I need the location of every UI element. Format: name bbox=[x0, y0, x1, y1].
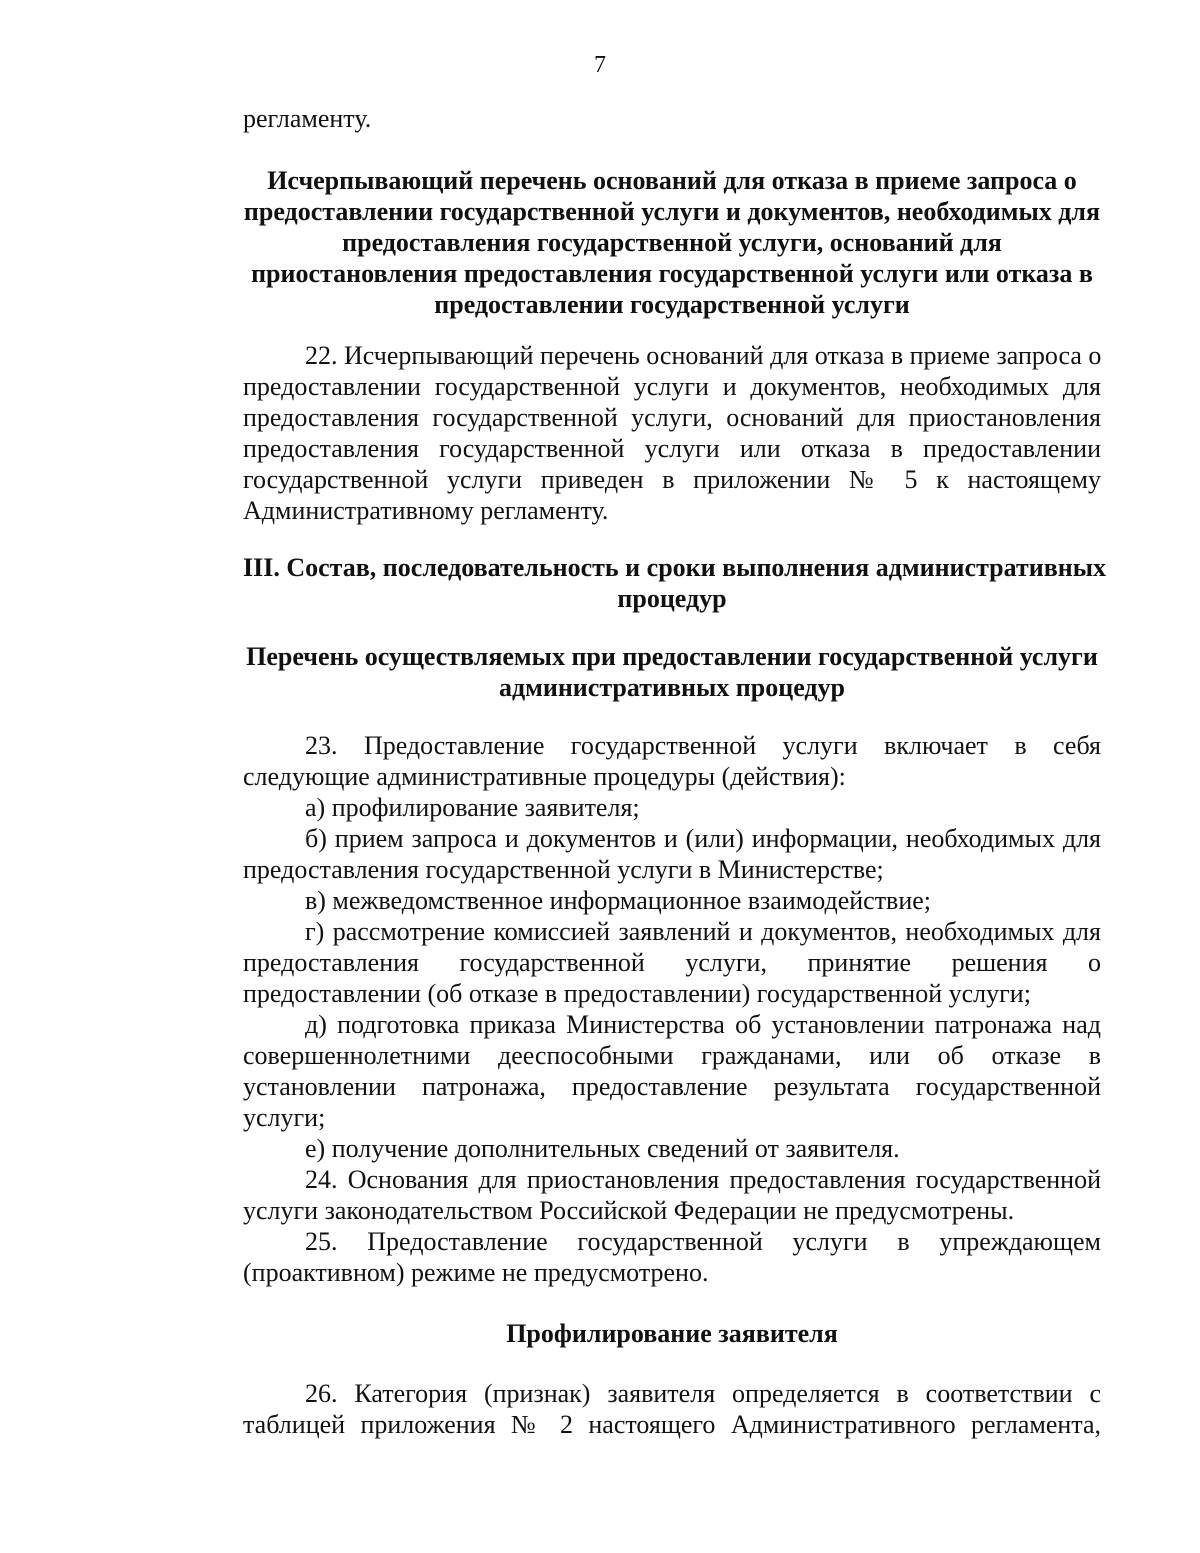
section-heading-profiling bbox=[243, 1318, 1101, 1349]
text-line: следующие административные процедуры (действия): bbox=[243, 762, 846, 791]
text-line: 22. Исчерпывающий перечень оснований для отказа в приеме запроса о bbox=[305, 341, 1102, 370]
text-line: 23. Предоставление государственной услуги включает в себя bbox=[305, 731, 1101, 760]
text-line: а) профилирование заявителя; bbox=[305, 793, 640, 822]
section-heading-iii bbox=[243, 552, 1107, 614]
paragraph-26 bbox=[243, 1378, 1101, 1440]
section-heading-procedures-list bbox=[243, 641, 1101, 703]
heading-line: административных процедур bbox=[498, 673, 846, 702]
text-line: услуги; bbox=[243, 1103, 326, 1132]
text-line: 26. Категория (признак) заявителя определяется в соответствии с bbox=[305, 1379, 1101, 1408]
text-line: услуги законодательством Российской Федерации не предусмотрены. bbox=[243, 1196, 1015, 1225]
heading-line: Исчерпывающий перечень оснований для отказа в приеме запроса о bbox=[267, 166, 1077, 195]
heading-line: предоставлении государственной услуги и документов, необходимых для bbox=[243, 197, 1101, 226]
text-line: таблицей приложения № 2 настоящего Административного регламента, bbox=[243, 1410, 1101, 1439]
heading-line: процедур bbox=[617, 584, 727, 613]
heading-line: приостановления предоставления государственной услуги или отказа в bbox=[251, 259, 1093, 288]
text-line: 24. Основания для приостановления предоставления государственной bbox=[305, 1165, 1101, 1194]
section-heading-refusal-grounds bbox=[233, 165, 1111, 320]
heading-line: предоставления государственной услуги, оснований для bbox=[342, 228, 1002, 257]
text-line: предоставления государственной услуги, оснований для приостановления bbox=[243, 403, 1101, 432]
heading-line: предоставлении государственной услуги bbox=[434, 290, 910, 319]
heading-line: Перечень осуществляемых при предоставлении государственной услуги bbox=[246, 642, 1098, 671]
text-line: 25. Предоставление государственной услуги в упреждающем bbox=[305, 1227, 1101, 1256]
text-line: установлении патронажа, предоставление результата государственной bbox=[243, 1072, 1101, 1101]
text-line: в) межведомственное информационное взаимодействие; bbox=[305, 886, 932, 915]
text-line: предоставления государственной услуги или отказа в предоставлении bbox=[243, 434, 1101, 463]
page-number: 7 bbox=[594, 52, 606, 78]
paragraph-22 bbox=[243, 340, 1101, 526]
text-line: б) прием запроса и документов и (или) информации, необходимых для bbox=[305, 824, 1101, 853]
text-line: совершеннолетними дееспособными гражданами, или об отказе в bbox=[243, 1041, 1101, 1070]
text-line: г) рассмотрение комиссией заявлений и документов, необходимых для bbox=[305, 917, 1101, 946]
text-line: регламенту. bbox=[243, 104, 372, 133]
heading-line: Профилирование заявителя bbox=[506, 1319, 838, 1348]
text-line: предоставлении государственной услуги и документов, необходимых для bbox=[243, 372, 1101, 401]
continuation-line bbox=[243, 103, 1101, 134]
text-line: предоставления государственной услуги в Министерстве; bbox=[243, 855, 884, 884]
text-line: государственной услуги приведен в приложении № 5 к настоящему bbox=[243, 465, 1101, 494]
text-line: (проактивном) режиме не предусмотрено. bbox=[243, 1258, 709, 1287]
heading-line: III. Состав, последовательность и сроки выполнения административных bbox=[243, 553, 1107, 582]
text-line: д) подготовка приказа Министерства об установлении патронажа над bbox=[305, 1010, 1101, 1039]
text-line: предоставления государственной услуги, принятие решения о bbox=[243, 948, 1101, 977]
text-line: е) получение дополнительных сведений от заявителя. bbox=[305, 1134, 900, 1163]
text-line: предоставлении (об отказе в предоставлении) государственной услуги; bbox=[243, 979, 1031, 1008]
text-line: Административному регламенту. bbox=[243, 496, 609, 525]
paragraphs-23-25 bbox=[243, 730, 1101, 1288]
